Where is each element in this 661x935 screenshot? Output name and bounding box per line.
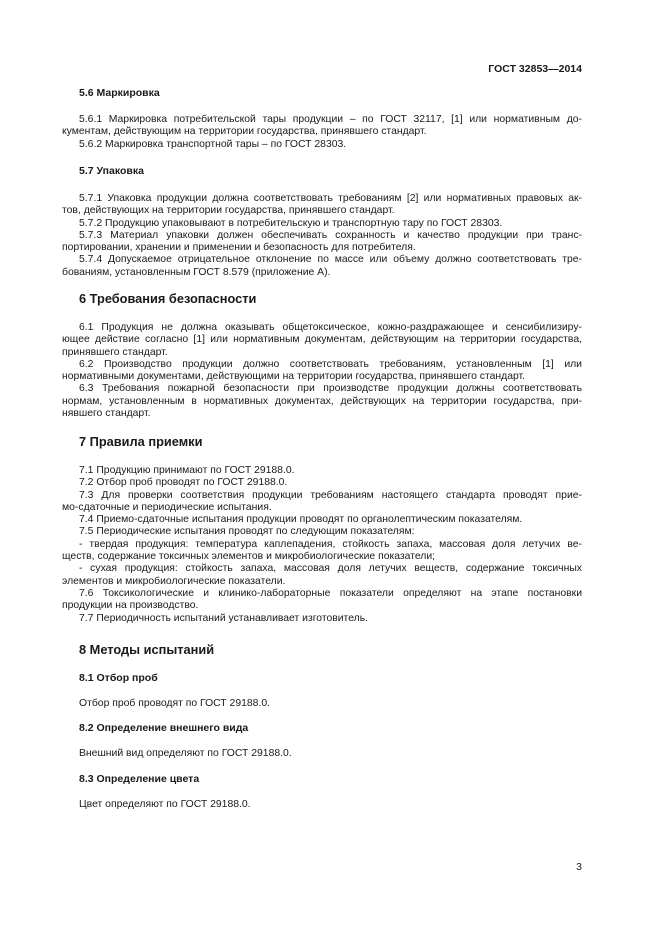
para-5-7-2: 5.7.2 Продукцию упаковывают в потребительскую и транспортную тару по ГОСТ 28303. (79, 217, 503, 229)
bullet-line: ществ, содержание токсичных элементов и микробиологические показатели; (62, 551, 436, 563)
section-8-2-body (62, 748, 582, 760)
para-5-7-4-line: бованиям, установленным ГОСТ 8.579 (приложение А). (62, 266, 331, 278)
para-6-1-line: принявшего стандарт. (62, 346, 168, 358)
section-7-body (62, 465, 582, 625)
para-5-7-4-line: 5.7.4 Допускаемое отрицательное отклонение по массе или объему должно соответствовать тре- (79, 254, 582, 266)
para-7-4: 7.4 Приемо-сдаточные испытания продукции проводят по органолептическим показателям. (79, 514, 523, 526)
para-7-2: 7.2 Отбор проб проводят по ГОСТ 29188.0. (79, 477, 288, 489)
section-8 (62, 644, 582, 656)
heading-8: 8 Методы испытаний (79, 642, 215, 657)
page-number: 3 (576, 861, 582, 873)
heading-5-6: 5.6 Маркировка (79, 87, 160, 99)
para-6-2-line: 6.2 Производство продукции должно соответствовать требованиям, установленным [1] или (79, 358, 582, 370)
para-5-6-2: 5.6.2 Маркировка транспортной тары – по ГОСТ 28303. (79, 138, 347, 150)
para-7-6-line: 7.6 Токсикологические и клинико-лабораторные показатели определяют на этапе постановки (79, 587, 582, 599)
heading-7: 7 Правила приемки (79, 434, 203, 449)
section-8-3-body (62, 799, 582, 811)
para-7-3-line: мо-сдаточные и периодические испытания. (62, 501, 272, 513)
para-5-7-1-line: тов, действующих на территории государства, принявшего стандарт. (62, 205, 395, 217)
para-5-7-3-line: 5.7.3 Материал упаковки должен обеспечивать сохранность и качество продукции при транс- (79, 229, 582, 241)
section-8-1 (62, 672, 582, 684)
para-8-1: Отбор проб проводят по ГОСТ 29188.0. (79, 698, 270, 709)
section-5-7 (62, 165, 582, 177)
heading-8-2: 8.2 Определение внешнего вида (79, 722, 249, 734)
para-7-1: 7.1 Продукцию принимают по ГОСТ 29188.0. (79, 465, 295, 476)
para-6-3-line: нормам, установленным в нормативных документах, действующих на территории государства, при- (62, 395, 582, 407)
heading-8-1: 8.1 Отбор проб (79, 672, 158, 684)
section-5-6 (62, 87, 582, 99)
bullet-line: - твердая продукция: температура каплепадения, стойкость запаха, массовая доля летучих ве- (79, 538, 582, 550)
para-6-1-line: ющее действие согласно [1] или нормативным документам, действующим на территории государства, (62, 334, 582, 346)
para-8-3: Цвет определяют по ГОСТ 29188.0. (79, 799, 251, 810)
section-8-1-body (62, 698, 582, 710)
para-6-3-line: 6.3 Требования пожарной безопасности при производстве продукции должны соответствовать (79, 383, 582, 395)
para-7-7: 7.7 Периодичность испытаний устанавливает изготовитель. (79, 612, 368, 624)
section-8-2 (62, 722, 582, 734)
para-6-3-line: нявшего стандарт. (62, 408, 151, 420)
section-5-6-body (62, 114, 582, 151)
section-8-3 (62, 773, 582, 785)
para-7-5: 7.5 Периодические испытания проводят по следующим показателям: (79, 526, 415, 538)
para-5-7-3-line: портировании, хранении и применении и безопасность для потребителя. (62, 242, 416, 254)
para-5-6-1-line: кументам, действующим на территории государства, принявшего стандарт. (62, 126, 427, 138)
para-5-6-1-line: 5.6.1 Маркировка потребительской тары продукции – по ГОСТ 32117, [1] или нормативным до- (79, 114, 582, 125)
section-5-7-body (62, 193, 582, 279)
heading-8-3: 8.3 Определение цвета (79, 773, 200, 785)
para-7-3-line: 7.3 Для проверки соответствия продукции требованиям настоящего стандарта проводят прие- (79, 489, 582, 501)
document-header: ГОСТ 32853—2014 (488, 63, 582, 75)
para-6-1-line: 6.1 Продукция не должна оказывать общетоксическое, кожно-раздражающее и сенсибилизиру- (79, 322, 582, 333)
bullet-line: - сухая продукция: стойкость запаха, массовая доля летучих веществ, содержание токсичных (79, 563, 582, 575)
bullet-line: элементов и микробиологические показатели. (62, 575, 286, 587)
section-7 (62, 436, 582, 448)
para-7-6-line: продукции на производство. (62, 600, 199, 612)
heading-5-7: 5.7 Упаковка (79, 165, 144, 177)
para-5-7-1-line: 5.7.1 Упаковка продукции должна соответствовать требованиям [2] или нормативных правовых ак- (79, 193, 582, 204)
heading-6: 6 Требования безопасности (79, 291, 257, 306)
para-8-2: Внешний вид определяют по ГОСТ 29188.0. (79, 748, 292, 759)
section-6-body (62, 322, 582, 420)
para-6-2-line: нормативными документами, действующими на территории государства, принявшего стандарт. (62, 371, 526, 383)
section-6 (62, 293, 582, 305)
